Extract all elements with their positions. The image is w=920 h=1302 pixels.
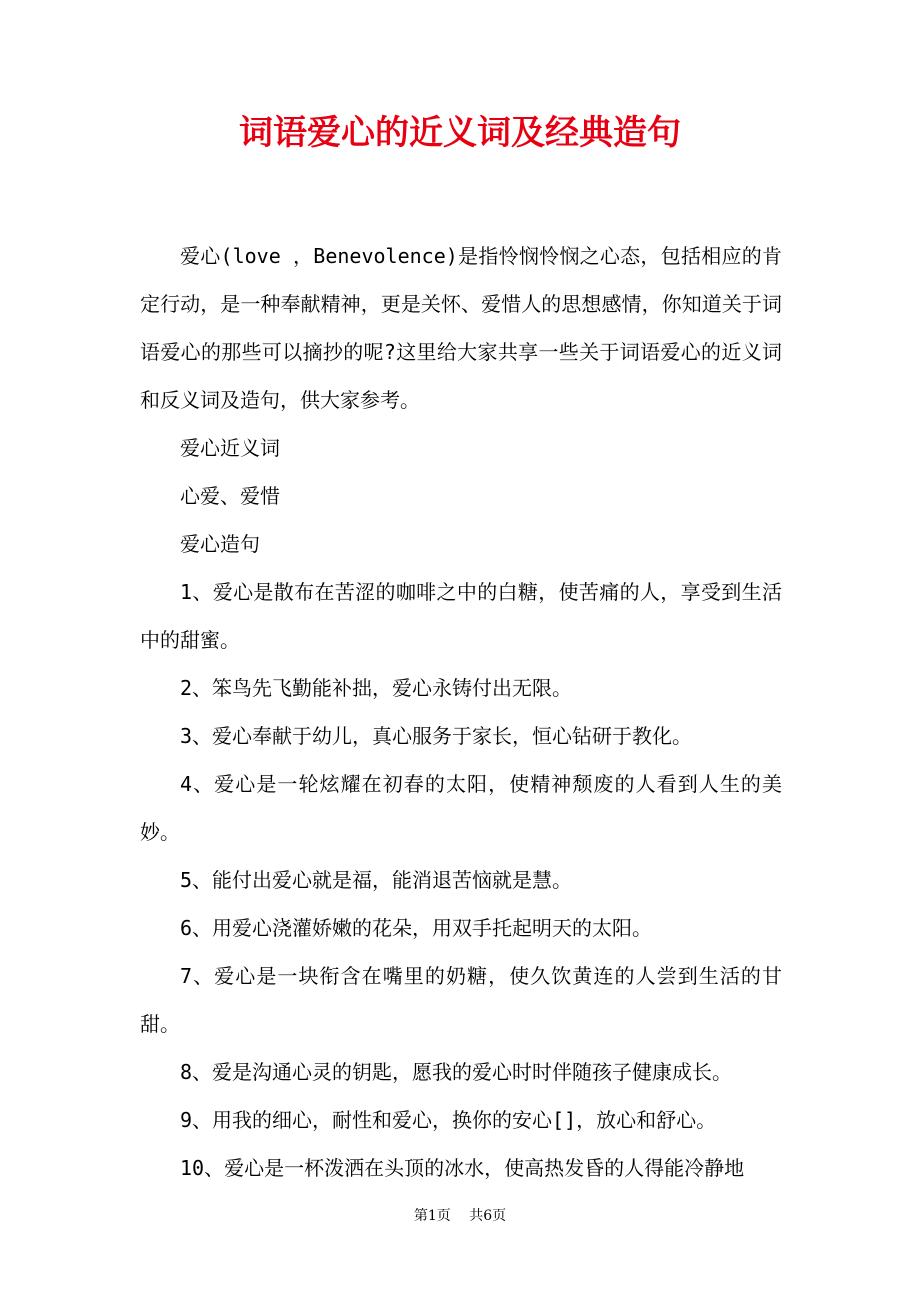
- document-body: [140, 232, 782, 1192]
- sentence-item: 7、爱心是一块衔含在嘴里的奶糖，使久饮黄连的人尝到生活的甘甜。: [140, 964, 782, 1036]
- sentence-item: 10、爱心是一杯泼洒在头顶的冰水，使高热发昏的人得能冷静地: [180, 1156, 745, 1180]
- page-number: 第1页: [413, 1208, 451, 1224]
- page-total: 共6页: [469, 1208, 507, 1224]
- sentence-item: 3、爱心奉献于幼儿，真心服务于家长，恒心钻研于教化。: [180, 724, 693, 748]
- paragraph-intro: 爱心(love ，Benevolence)是指怜悯怜悯之心态，包括相应的肯定行动，是一种奉献精神，更是关怀、爱惜人的思想感情，你知道关于词语爱心的那些可以摘抄的呢?这里给大家共享一些关于词语爱心的近义词和反义词及造句，供大家参考。: [140, 244, 782, 412]
- paragraph-synonyms-heading: 爱心近义词: [180, 436, 280, 460]
- paragraph-synonyms: 心爱、爱惜: [180, 484, 280, 508]
- sentence-item: 5、能付出爱心就是福，能消退苦恼就是慧。: [180, 868, 573, 892]
- page-footer: [0, 1206, 920, 1226]
- document-title: 词语爱心的近义词及经典造句: [239, 113, 681, 153]
- sentence-item: 8、爱是沟通心灵的钥匙，愿我的爱心时时伴随孩子健康成长。: [180, 1060, 733, 1084]
- paragraph-sentences-heading: 爱心造句: [180, 532, 260, 556]
- sentence-item: 6、用爱心浇灌娇嫩的花朵，用双手托起明天的太阳。: [180, 916, 653, 940]
- sentence-item: 4、爱心是一轮炫耀在初春的太阳，使精神颓废的人看到人生的美妙。: [140, 772, 782, 844]
- sentence-item: 9、用我的细心，耐性和爱心，换你的安心[]，放心和舒心。: [180, 1108, 717, 1132]
- sentence-item: 1、爱心是散布在苦涩的咖啡之中的白糖，使苦痛的人，享受到生活中的甜蜜。: [140, 580, 782, 652]
- sentence-item: 2、笨鸟先飞勤能补拙，爱心永铸付出无限。: [180, 676, 573, 700]
